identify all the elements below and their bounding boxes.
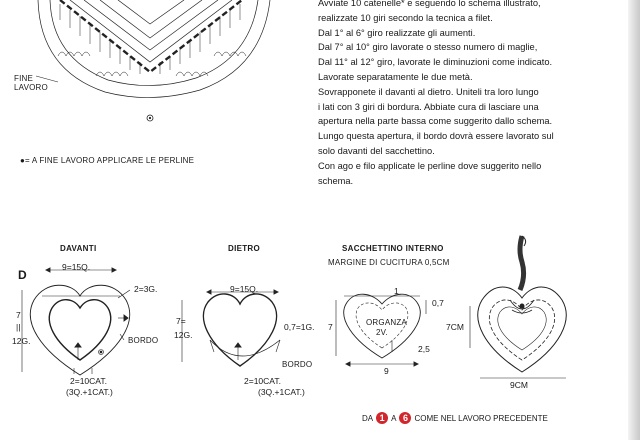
instruction-line: Dal 7° al 10° giro lavorate o stesso numero di maglie, [318, 42, 538, 53]
dietro-heart [182, 290, 280, 366]
instruction-line: i lati con 3 giri di bordura. Abbiate cura di lasciare una [318, 101, 539, 112]
interno-small: 2,5 [418, 344, 430, 354]
interno-left-height: 7 [328, 322, 333, 332]
davanti-title: DAVANTI [60, 244, 97, 253]
davanti-letter: D [18, 268, 27, 282]
finished-bag [470, 236, 566, 378]
finished-height: 7CM [446, 322, 464, 332]
fine-lavoro-label: FINE LAVORO [14, 74, 48, 92]
instruction-line: Dal 1° al 6° giro realizzate gli aumenti. [318, 27, 476, 38]
interno-subtitle: MARGINE DI CUCITURA 0,5CM [328, 258, 450, 267]
interno-label-b: 2V. [376, 328, 388, 337]
interno-label-a: ORGANZA [366, 318, 407, 327]
davanti-bordo: BORDO [128, 336, 159, 345]
page-edge [628, 0, 640, 440]
davanti-bottom-b: (3Q.+1CAT.) [66, 387, 113, 397]
footer-note [362, 412, 548, 424]
interno-top-num: 1 [394, 286, 399, 296]
finished-width: 9CM [510, 380, 528, 390]
davanti-height-b: || [16, 322, 21, 332]
instruction-line: Dal 11° al 12° giro, lavorate le diminuzioni come indicato. [318, 57, 553, 68]
beads-note: ●= A FINE LAVORO APPLICARE LE PERLINE [20, 156, 195, 165]
instruction-line: Lavorate separatamente le due metà. [318, 71, 473, 82]
instruction-line: Sovrapponete il davanti al dietro. Uniteli tra loro lungo [318, 86, 539, 97]
dietro-bottom-a: 2=10CAT. [244, 376, 281, 386]
instruction-line: realizzate 10 giri secondo la tecnica a filet. [318, 12, 493, 23]
davanti-side-top: 2=3G. [134, 284, 158, 294]
dietro-title: DIETRO [228, 244, 261, 253]
davanti-heart [22, 268, 130, 375]
instruction-line: schema. [318, 175, 354, 186]
instruction-line: Lungo questa apertura, il bordo dovrà essere lavorato sul [318, 131, 554, 142]
interno-title: SACCHETTINO INTERNO [342, 244, 444, 253]
footer-rest: COME NEL LAVORO PRECEDENTE [414, 413, 548, 423]
footer-da: DA [362, 413, 374, 423]
davanti-height-a: 7 [16, 310, 21, 320]
davanti-width: 9=15Q. [62, 262, 91, 272]
dietro-height-b: 12G. [174, 330, 193, 340]
dietro-bottom-b: (3Q.+1CAT.) [258, 387, 305, 397]
footer-step-6: 6 [399, 412, 411, 424]
footer-step-1: 1 [376, 412, 388, 424]
instruction-line: Con ago e filo applicate le perline dove suggerito nello [318, 160, 542, 171]
dietro-height-a: 7= [176, 316, 186, 326]
instruction-line: Avviate 10 catenelle* e seguendo lo schema illustrato, [318, 0, 541, 8]
davanti-bottom-a: 2=10CAT. [70, 376, 107, 386]
davanti-height-c: 12G. [12, 336, 31, 346]
instruction-line: solo davanti del sacchettino. [318, 145, 435, 156]
dietro-width: 9=15Q. [230, 284, 259, 294]
dietro-bordo: BORDO [282, 360, 313, 369]
dietro-side: 0,7=1G. [284, 322, 315, 332]
interno-width: 9 [384, 366, 389, 376]
instruction-line: apertura nella parte bassa come suggerito dallo schema. [318, 116, 553, 127]
interno-right-num: 0,7 [432, 298, 444, 308]
footer-a: A [391, 413, 397, 423]
